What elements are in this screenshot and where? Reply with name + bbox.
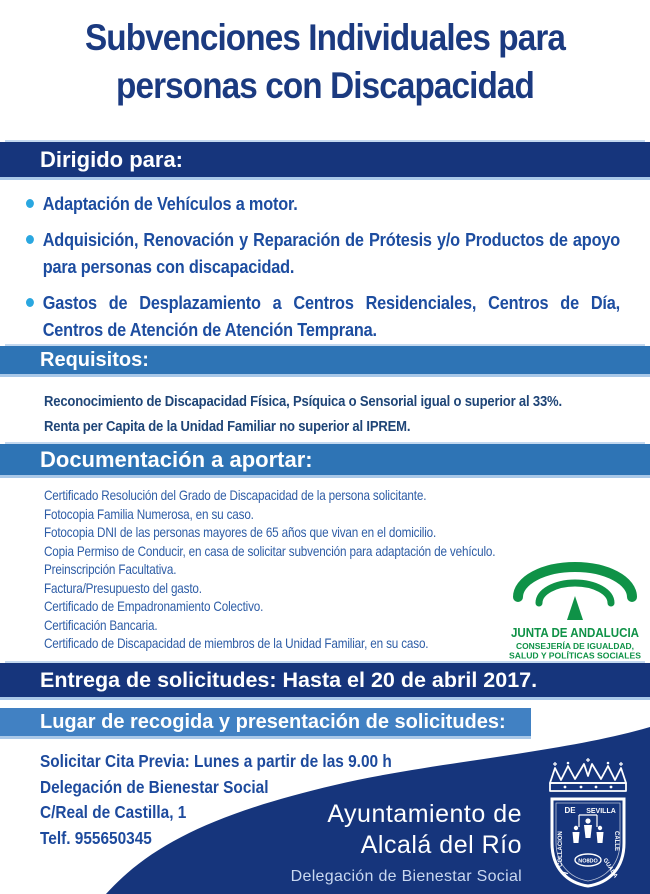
contact-line: C/Real de Castilla, 1 [40, 802, 187, 822]
list-item: Certificación Bancaria. [44, 617, 158, 633]
junta-de-andalucia-logo [505, 556, 645, 660]
crest-text-calle: CALLE [613, 831, 619, 851]
section-bar-requisitos [0, 346, 650, 377]
junta-dept-line2: SALUD Y POLÍTICAS SOCIALES [509, 651, 642, 660]
crest-text-a: A [561, 870, 571, 879]
junta-tree-icon [567, 596, 583, 620]
bullet-dot-icon [26, 199, 34, 208]
lugar-header: Lugar de recogida y presentación de solicitudes: [40, 710, 506, 733]
section-bar-entrega [0, 663, 650, 700]
dirigido-header: Dirigido para: [40, 146, 184, 172]
list-item: Fotocopia Familia Numerosa, en su caso. [44, 506, 254, 522]
bullet-dot-icon [26, 298, 34, 307]
title-line-2: personas con Discapacidad [116, 65, 534, 106]
requisitos-line: Renta per Capita de la Unidad Familiar no superior al IPREM. [44, 419, 411, 435]
list-item: Copia Permiso de Conducir, en casa de solicitar subvención para adaptación de vehículo. [44, 543, 496, 559]
footer [0, 705, 650, 894]
contact-line: Delegación de Bienestar Social [40, 776, 269, 797]
bullet-dot-icon [26, 235, 34, 244]
crown-icon [550, 758, 626, 791]
requisitos-text [44, 390, 638, 440]
section-bar-dirigido [0, 142, 650, 180]
list-item [26, 289, 620, 343]
junta-dept-line1: CONSEJERÍA DE IGUALDAD, [516, 642, 634, 651]
list-item: Preinscripción Facultativa. [44, 562, 177, 577]
organization-block [291, 799, 522, 886]
bullet-text: Gastos de Desplazamiento a Centros Residenciales, Centros de Día, Centros de Atención de Atención Temprana. [42, 292, 621, 340]
requisitos-header: Requisitos: [40, 348, 149, 371]
list-item [26, 226, 620, 280]
list-item [26, 190, 620, 217]
org-name-line2: Alcalá del Río [360, 831, 522, 859]
dirigido-bullet-list [26, 190, 620, 352]
list-item: Certificado de Empadronamiento Colectivo. [44, 599, 264, 614]
junta-name: JUNTA DE ANDALUCIA [511, 626, 639, 640]
crest-text-de: DE [564, 806, 576, 815]
alcala-del-rio-crest [537, 757, 639, 889]
section-bar-lugar [0, 708, 531, 739]
crest-text-guada: GUADA [601, 857, 619, 880]
entrega-header: Entrega de solicitudes: Hasta el 20 de abril 2017. [40, 667, 538, 692]
list-item: Factura/Presupuesto del gasto. [44, 580, 202, 596]
crest-text-collacion: COLLACION [558, 831, 564, 867]
list-item: Certificado de Discapacidad de miembros de la Unidad Familiar, en su caso. [44, 636, 429, 651]
documentacion-header: Documentación a aportar: [40, 446, 313, 472]
contact-line: Telf. 955650345 [40, 827, 152, 848]
contact-line: Solicitar Cita Previa: Lunes a partir de las 9.00 h [40, 751, 392, 771]
bullet-text: Adaptación de Vehículos a motor. [42, 193, 298, 214]
bullet-text: Adquisición, Renovación y Reparación de Prótesis y/o Productos de apoyo para personas con discapacidad. [42, 229, 621, 277]
org-department: Delegación de Bienestar Social [290, 868, 522, 885]
title-line-1: Subvenciones Individuales para [84, 17, 566, 58]
section-bar-documentacion [0, 444, 650, 478]
list-item: Fotocopia DNI de las personas mayores de 65 años que vivan en el domicilio. [44, 525, 437, 540]
page-title [33, 14, 618, 110]
list-item: Certificado Resolución del Grado de Discapacidad de la persona solicitante. [44, 488, 427, 503]
crest-motto-text: NO8DO [578, 858, 598, 865]
org-name-line1: Ayuntamiento de [327, 800, 522, 828]
crest-text-sevilla: SEVILLA [586, 808, 616, 815]
requisitos-line: Reconocimiento de Discapacidad Física, Psíquica o Sensorial igual o superior al 33%. [44, 394, 562, 410]
